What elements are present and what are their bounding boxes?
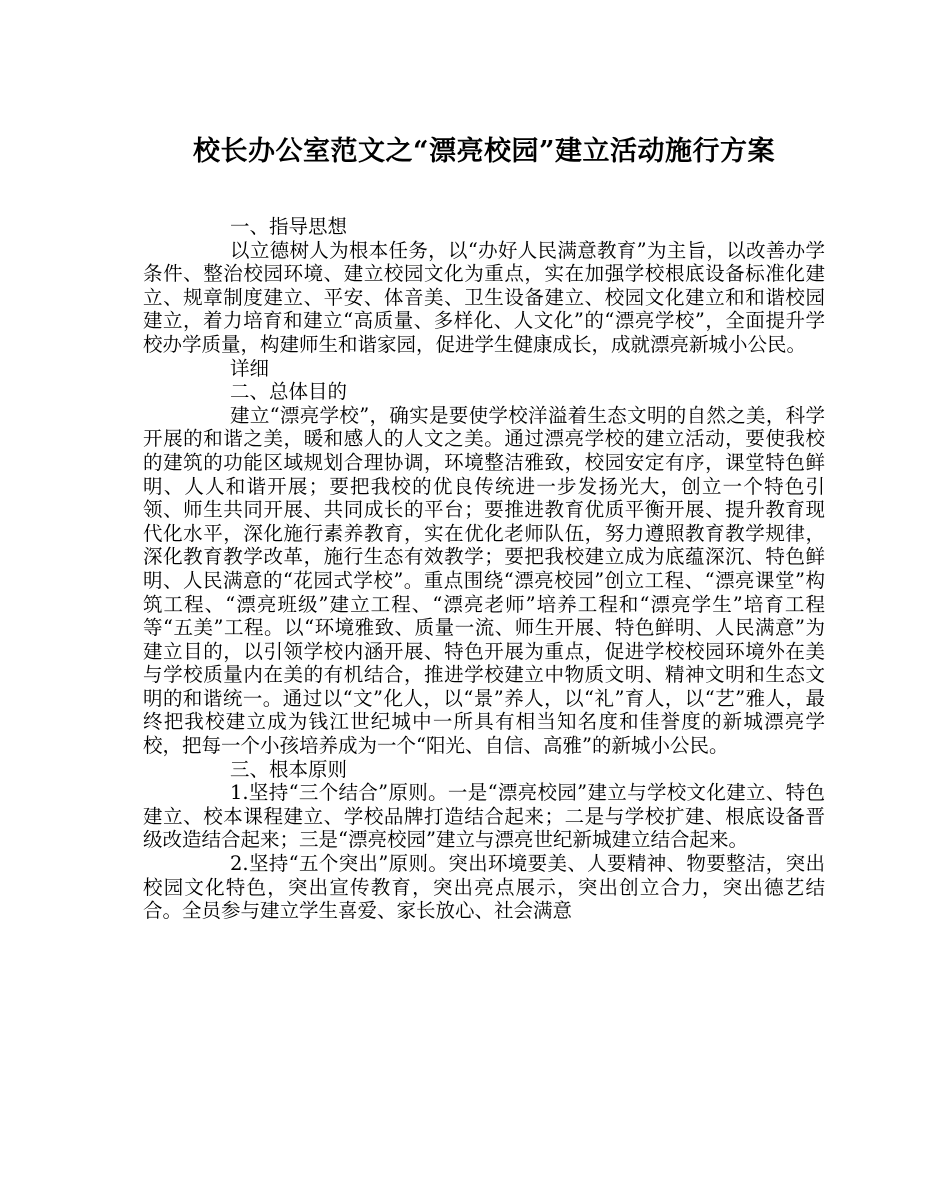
section-heading-basic-principles: 三、根本原则: [230, 757, 348, 781]
paragraph-principle-1: 1.坚持“三个结合”原则。一是“漂亮校园”建立与学校文化建立、特色建立、校本课程建立、学校品牌打造结合起来；二是与学校扩建、根底设备晋级改造结合起来；三是“漂亮校园”建立与漂亮世纪新城建立结合起来。: [143, 781, 825, 852]
paragraph-guiding-ideology: 以立德树人为根本任务，以“办好人民满意教育”为主旨，以改善办学条件、整治校园环境、建立校园文化为重点，实在加强学校根底设备标准化建立、规章制度建立、平安、体音美、卫生设备建立、校园文化建立和和谐校园建立，着力培育和建立“高质量、多样化、人文化”的“漂亮学校”，全面提升学校办学质量，构建师生和谐家园，促进学生健康成长，成就漂亮新城小公民。: [143, 238, 825, 356]
section-heading-overall-goal: 二、总体目的: [230, 380, 348, 404]
document-body: [143, 215, 825, 923]
detail-label: 详细: [230, 356, 270, 380]
section-heading-guiding-ideology: 一、指导思想: [230, 215, 348, 238]
document-title: 校长办公室范文之“漂亮校园”建立活动施行方案: [192, 136, 776, 167]
paragraph-principle-2: 2.坚持“五个突出”原则。突出环境要美、人要精神、物要整洁，突出校园文化特色，突出宣传教育，突出亮点展示，突出创立合力，突出德艺结合。全员参与建立学生喜爱、家长放心、社会满意: [143, 852, 825, 923]
document-page: [143, 134, 825, 923]
paragraph-overall-goal: 建立“漂亮学校”，确实是要使学校洋溢着生态文明的自然之美，科学开展的和谐之美，暖和感人的人文之美。通过漂亮学校的建立活动，要使我校的建筑的功能区域规划合理协调，环境整洁雅致，校园安定有序，课堂特色鲜明、人人和谐开展；要把我校的优良传统进一步发扬光大，创立一个特色引领、师生共同开展、共同成长的平台；要推进教育优质平衡开展、提升教育现代化水平，深化施行素养教育，实在优化老师队伍，努力遵照教育教学规律，深化教育教学改革，施行生态有效教学；要把我校建立成为底蕴深沉、特色鲜明、人民满意的“花园式学校”。重点围绕“漂亮校园”创立工程、“漂亮课堂”构筑工程、“漂亮班级”建立工程、“漂亮老师”培养工程和“漂亮学生”培育工程等“五美”工程。以“环境雅致、质量一流、师生开展、特色鲜明、人民满意”为建立目的，以引领学校内涵开展、特色开展为重点，促进学校校园环境外在美与学校质量内在美的有机结合，推进学校建立中物质文明、精神文明和生态文明的和谐统一。通过以“文”化人，以“景”养人，以“礼”育人，以“艺”雅人，最终把我校建立成为钱江世纪城中一所具有相当知名度和佳誉度的新城漂亮学校，把每一个小孩培养成为一个“阳光、自信、高雅”的新城小公民。: [143, 403, 825, 758]
